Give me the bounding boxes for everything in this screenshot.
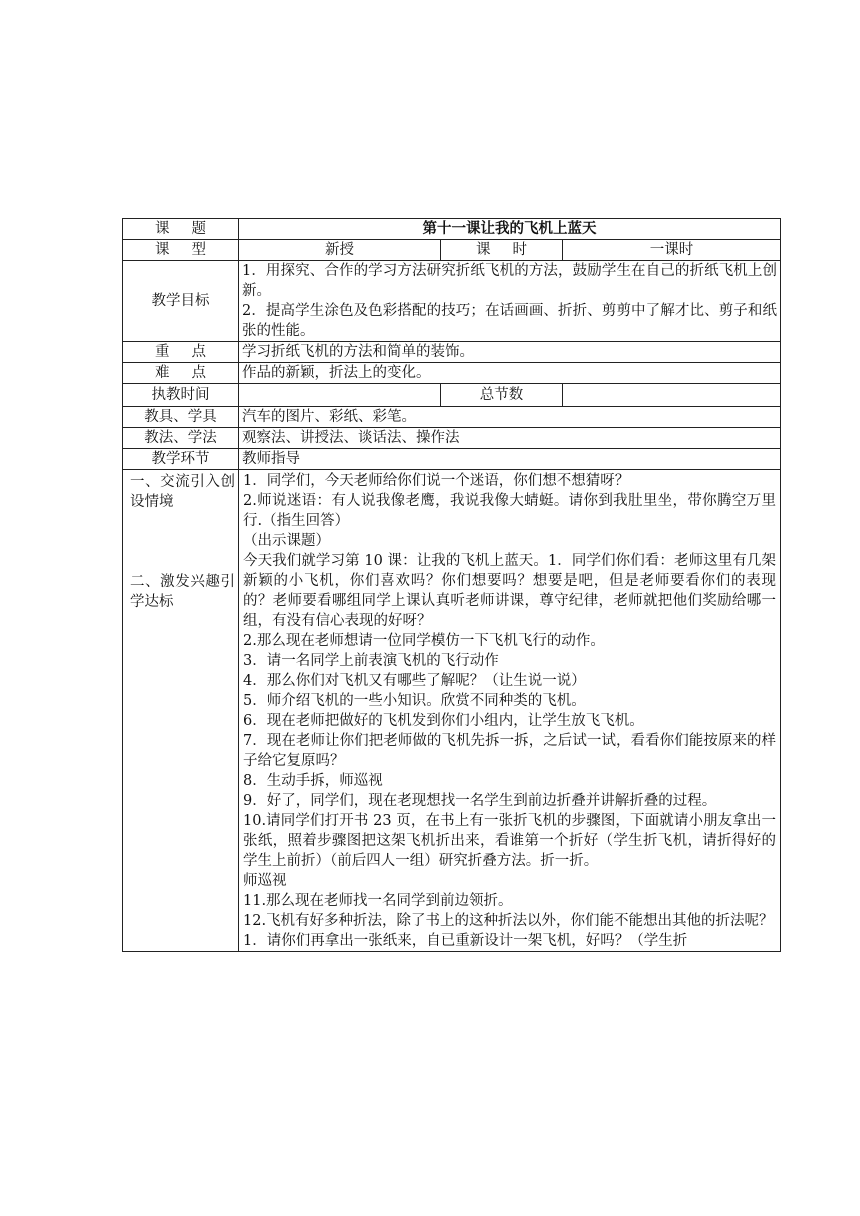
- goal-2: 2．提高学生涂色及色彩搭配的技巧；在话画画、折折、剪剪中了解才比、剪子和纸张的性能。: [242, 303, 778, 339]
- body-line: 10.请同学们打开书 23 页，在书上有一张折飞机的步骤图，下面就请小朋友拿出一张纸，照着步骤图把这架飞机折出来，看谁第一个折好（学生折飞机，请折得好的学生上前折）（前后四人一组）研究折叠方法。折一折。: [243, 813, 777, 869]
- hours-label: 课 时: [441, 240, 563, 261]
- body-row: [123, 470, 781, 952]
- body-line: 9．好了，同学们，现在老现想找一名学生到前边折叠并讲解折叠的过程。: [243, 793, 717, 809]
- key-row: [123, 342, 781, 363]
- hours-value: 一课时: [563, 240, 781, 261]
- difficult-row: [123, 363, 781, 384]
- body-line: 3．请一名同学上前表演飞机的飞行动作: [243, 653, 499, 669]
- body-line: 2.那么现在老师想请一位同学模仿一下飞机飞行的动作。: [243, 633, 605, 649]
- body-line: 4．那么你们对飞机又有哪些了解呢？（让生说一说）: [243, 673, 586, 689]
- body-line: 11.那么现在老师找一名同学到前边领折。: [243, 893, 513, 909]
- methods-value: 观察法、讲授法、谈话法、操作法: [239, 428, 781, 449]
- type-row: [123, 240, 781, 261]
- body-line: （出示课题）: [243, 533, 330, 549]
- tools-value: 汽车的图片、彩纸、彩笔。: [239, 407, 781, 428]
- stage-label: 教学环节: [123, 449, 239, 470]
- time-label: 执教时间: [123, 384, 239, 407]
- type-value: 新授: [239, 240, 441, 261]
- body-line: 2.师说迷语：有人说我像老鹰，我说我像大蜻蜓。请你到我肚里坐，带你腾空万里行.（指生回答）: [243, 493, 777, 529]
- key-value: 学习折纸飞机的方法和简单的装饰。: [239, 342, 781, 363]
- goals-row: [123, 261, 781, 342]
- goals-label: 教学目标: [123, 261, 239, 342]
- lesson-title: 第十一课让我的飞机上蓝天: [239, 219, 781, 240]
- total-label: 总节数: [441, 384, 563, 407]
- goals-cell: [239, 261, 781, 342]
- body-line: 6．现在老师把做好的飞机发到你们小组内，让学生放飞飞机。: [243, 713, 644, 729]
- stage-row: [123, 449, 781, 470]
- methods-label: 教法、学法: [123, 428, 239, 449]
- body-line: 今天我们就学习第 10 课：让我的飞机上蓝天。1．同学们你们看：老师这里有几架新颖的小飞机，你们喜欢吗？你们想要吗？想要是吧，但是老师要看你们的表现的？老师要看哪组同学上课认真听老师讲课，尊守纪律，老师就把他们奖励给哪一组，有没有信心表现的好呀？: [243, 553, 777, 629]
- time-value: [239, 384, 441, 407]
- methods-row: [123, 428, 781, 449]
- key-label: 重 点: [123, 342, 239, 363]
- time-row: [123, 384, 781, 407]
- tools-row: [123, 407, 781, 428]
- tools-label: 教具、学具: [123, 407, 239, 428]
- teacher-guidance-cell: [239, 470, 781, 952]
- body-line: 12.飞机有好多种折法，除了书上的这种折法以外，你们能不能想出其他的折法呢？: [243, 913, 774, 929]
- difficult-label: 难 点: [123, 363, 239, 384]
- body-line: 师巡视: [243, 873, 287, 889]
- topic-label: 课 题: [123, 219, 239, 240]
- body-line: 1．请你们再拿出一张纸来，自已重新设计一架飞机，好吗？（学生折: [243, 933, 688, 949]
- goal-1: 1．用探究、合作的学习方法研究折纸飞机的方法，鼓励学生在自己的折纸飞机上创新。: [242, 263, 778, 299]
- body-line: 5．师介绍飞机的一些小知识。欣赏不同种类的飞机。: [243, 693, 586, 709]
- topic-row: [123, 219, 781, 240]
- section-2-title: 二、激发兴趣引学达标: [130, 574, 235, 610]
- body-line: 8．生动手拆，师巡视: [243, 773, 383, 789]
- lesson-plan-table: [122, 218, 781, 952]
- section-1-title: 一、交流引入创设情境: [130, 474, 235, 510]
- difficult-value: 作品的新颖，折法上的变化。: [239, 363, 781, 384]
- type-label: 课 型: [123, 240, 239, 261]
- section-column: [123, 470, 239, 952]
- body-line: 7．现在老师让你们把老师做的飞机先拆一拆，之后试一试，看看你们能按原来的样子给它复原吗？: [243, 733, 777, 769]
- body-line: 1．同学们，今天老师给你们说一个迷语，你们想不想猜呀？: [243, 473, 630, 489]
- stage-value: 教师指导: [239, 449, 781, 470]
- total-value: [563, 384, 781, 407]
